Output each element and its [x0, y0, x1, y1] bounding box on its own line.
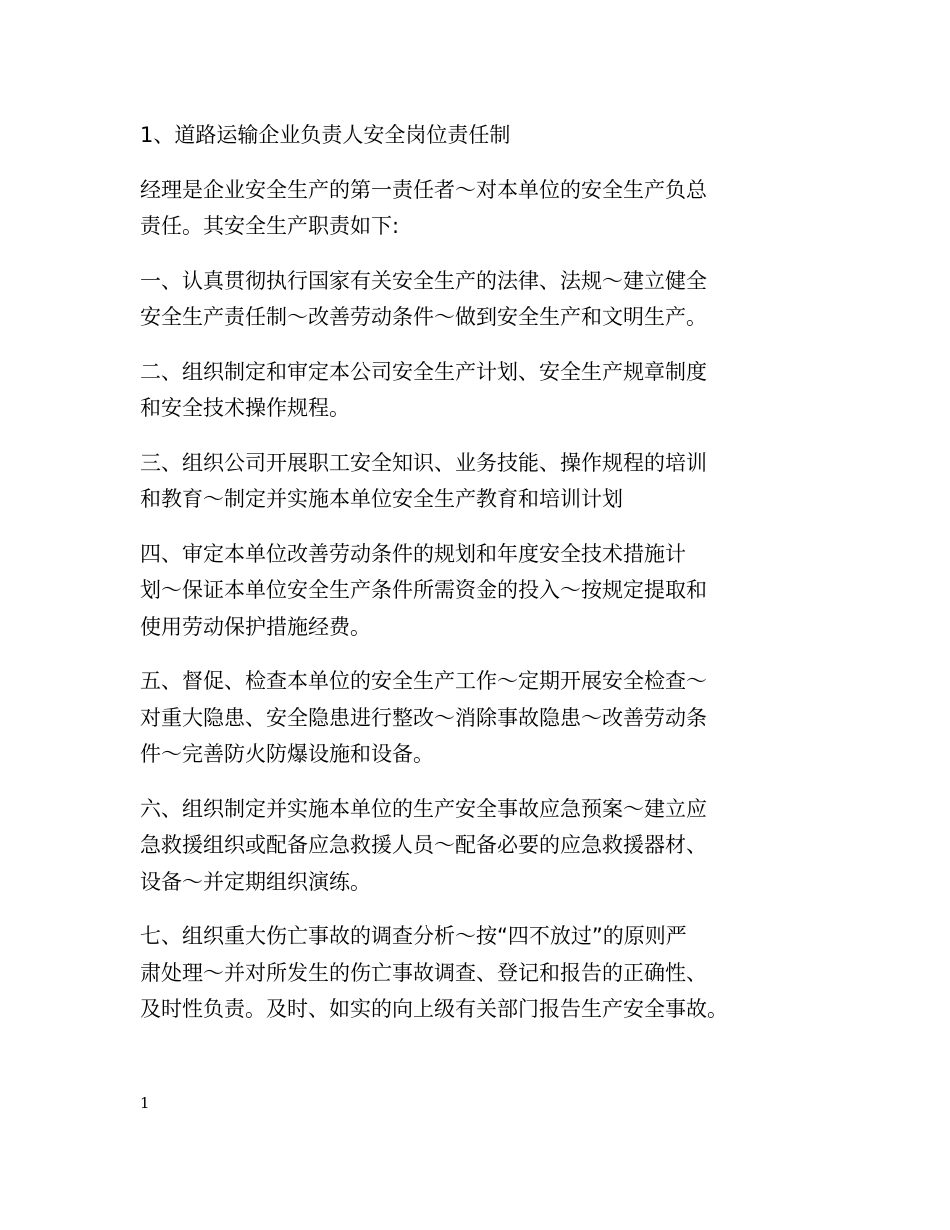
text-line: 三、组织公司开展职工安全知识、业务技能、操作规程的培训 [140, 450, 707, 475]
text-line: 和教育～制定并实施本单位安全生产教育和培训计划 [140, 487, 623, 511]
paragraph-item-1 [140, 263, 820, 336]
text-line: 划～保证本单位安全生产条件所需资金的投入～按规定提取和 [140, 578, 707, 602]
paragraph-item-4 [140, 536, 820, 646]
text-line: 安全生产责任制～改善劳动条件～做到安全生产和文明生产。 [140, 305, 707, 329]
paragraph-item-7 [140, 918, 820, 1028]
section-heading [140, 117, 820, 154]
text-line: 1、道路运输企业负责人安全岗位责任制 [140, 123, 511, 147]
paragraph-item-2 [140, 354, 820, 427]
page-number: 1 [140, 1094, 150, 1112]
text-line: 经理是企业安全生产的第一责任者～对本单位的安全生产负总 [140, 177, 707, 202]
text-line: 和安全技术操作规程。 [140, 396, 350, 420]
document-body [140, 117, 820, 1046]
paragraph-item-3 [140, 445, 820, 518]
text-line: 一、认真贯彻执行国家有关安全生产的法律、法规～建立健全 [140, 268, 707, 293]
text-line: 使用劳动保护措施经费。 [140, 614, 371, 639]
text-line: 肃处理～并对所发生的伤亡事故调查、登记和报告的正确性、 [140, 960, 707, 985]
text-line: 七、组织重大伤亡事故的调查分析～按“四不放过”的原则严 [140, 924, 687, 948]
paragraph-intro [140, 172, 820, 245]
text-line: 六、组织制定并实施本单位的生产安全事故应急预案～建立应 [140, 796, 707, 821]
text-line: 二、组织制定和审定本公司安全生产计划、安全生产规章制度 [140, 359, 707, 384]
text-line: 责任。其安全生产职责如下: [140, 214, 400, 238]
text-line: 及时性负责。及时、如实的向上级有关部门报告生产安全事故。 [140, 997, 728, 1021]
paragraph-item-6 [140, 791, 820, 901]
text-line: 件～完善防火防爆设施和设备。 [140, 742, 434, 766]
text-line: 四、审定本单位改善劳动条件的规划和年度安全技术措施计 [140, 541, 686, 566]
text-line: 对重大隐患、安全隐患进行整改～消除事故隐患～改善劳动条 [140, 705, 707, 730]
text-line: 急救援组织或配备应急救援人员～配备必要的应急救援器材、 [140, 833, 707, 857]
text-line: 设备～并定期组织演练。 [140, 869, 371, 894]
text-line: 五、督促、检查本单位的安全生产工作～定期开展安全检查～ [140, 669, 707, 693]
paragraph-item-5 [140, 663, 820, 773]
